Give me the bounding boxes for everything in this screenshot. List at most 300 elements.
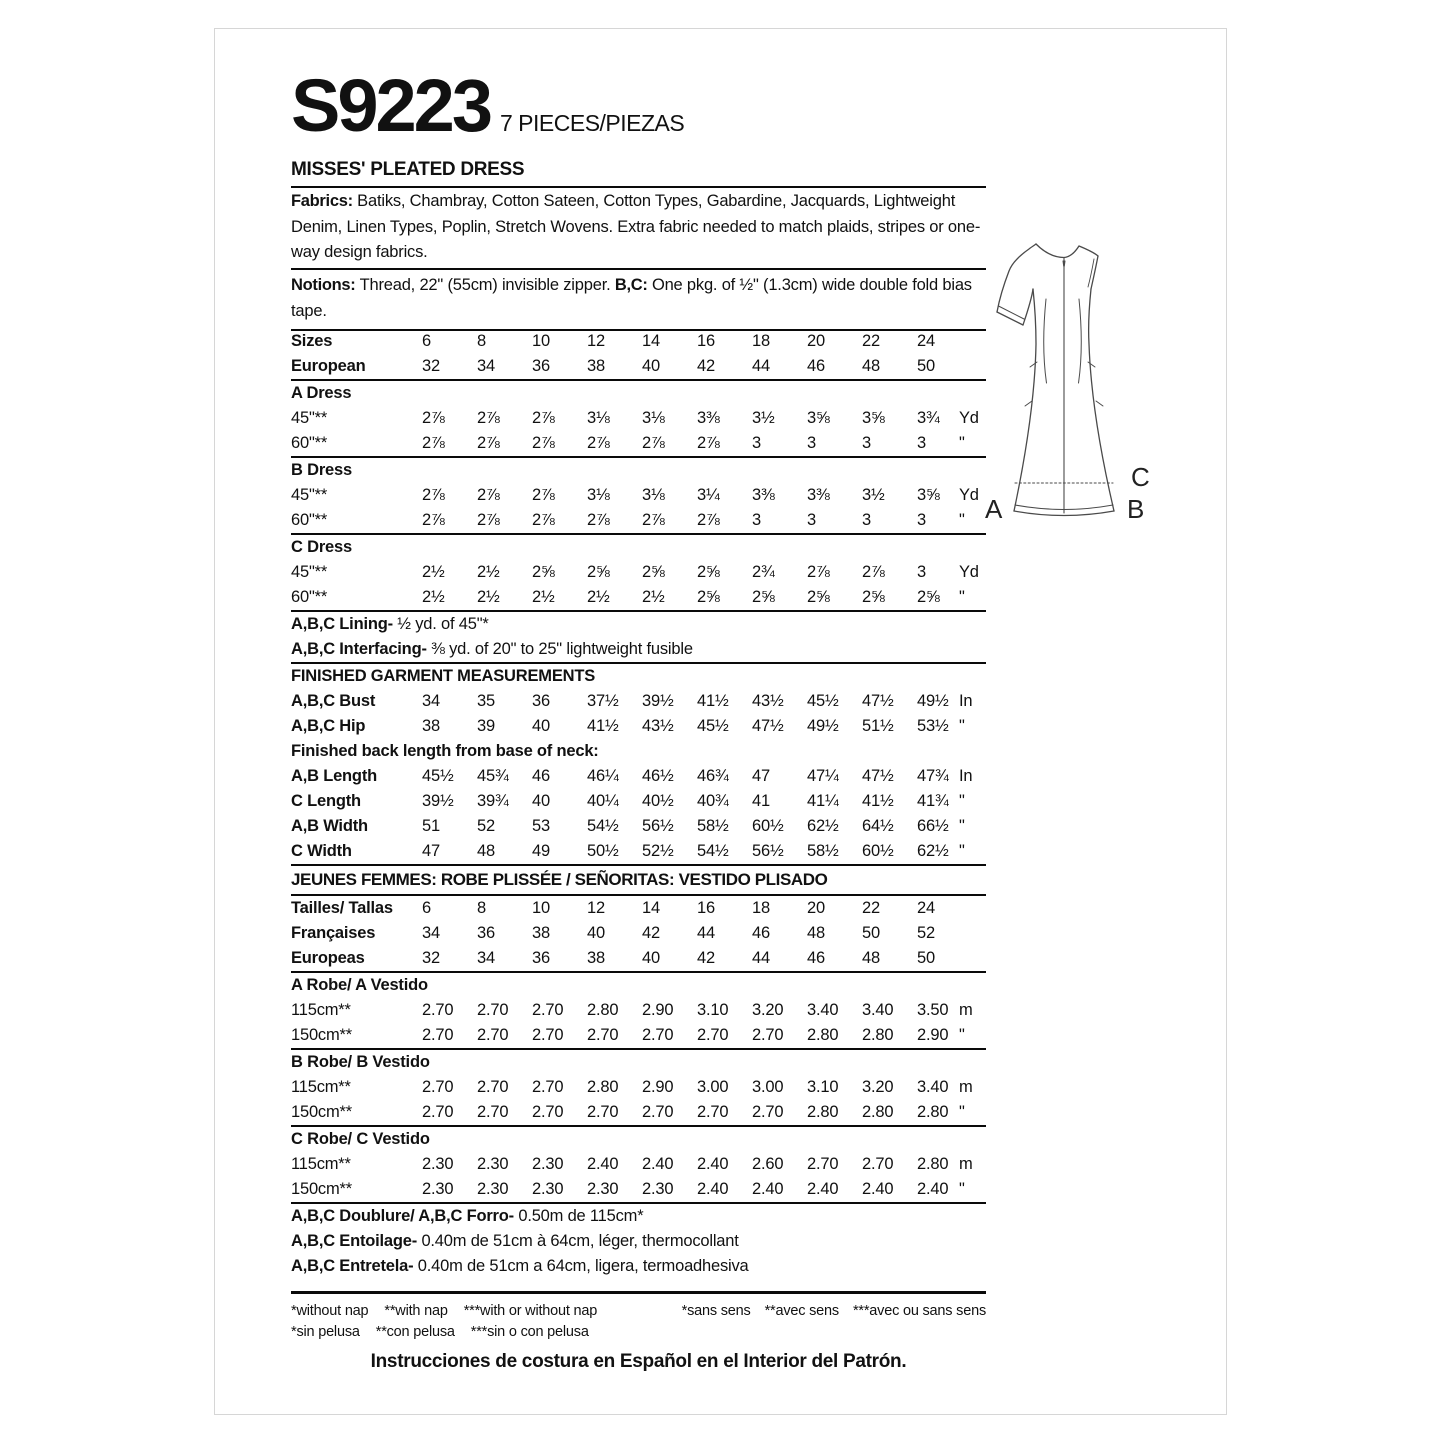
value-cell: 34 (477, 357, 495, 375)
unit-cell (959, 329, 986, 354)
table-row (291, 329, 986, 354)
value-cell: 51 (422, 817, 440, 835)
pattern-number: S9223 (291, 64, 490, 147)
value-cell: 2.30 (477, 1180, 509, 1198)
value-cell: 2⅞ (587, 511, 610, 529)
value-cell: 2.70 (587, 1026, 619, 1044)
value-cell: 42 (697, 357, 715, 375)
table-row (291, 972, 986, 998)
value-cell: 2⅝ (642, 563, 665, 581)
value-cell: 6 (422, 332, 431, 350)
value-cell: 47½ (752, 717, 784, 735)
section-label: A Robe/ A Vestido (291, 972, 986, 998)
value-cell: 2⅞ (422, 486, 445, 504)
row-label: 150cm** (291, 1103, 352, 1121)
value-cell: 18 (752, 332, 770, 350)
value-cell: 36 (532, 949, 550, 967)
row-label: C Length (291, 792, 361, 810)
value-cell: 2⅝ (697, 563, 720, 581)
value-cell: 40 (532, 717, 550, 735)
footnote: ***avec ou sans sens (852, 1303, 986, 1319)
value-cell: 3⅝ (862, 409, 885, 427)
value-cell: 51½ (862, 717, 894, 735)
value-cell: 45¾ (477, 767, 509, 785)
value-cell: 36 (477, 924, 495, 942)
value-cell: 14 (642, 332, 660, 350)
value-cell: 2⅞ (422, 434, 445, 452)
table-row (291, 406, 986, 431)
fabrics-paragraph (291, 189, 986, 270)
row-label: C Width (291, 842, 352, 860)
value-cell: 2.70 (752, 1026, 784, 1044)
value-cell: 3½ (862, 486, 885, 504)
fabrics-label: Fabrics: (291, 192, 353, 210)
unit-cell: " (959, 511, 965, 529)
value-cell: 46 (752, 924, 770, 942)
dress-left-sleeve-hem (997, 312, 1023, 325)
table-row (291, 998, 986, 1023)
notions-paragraph (291, 273, 986, 331)
row-label: A,B Width (291, 817, 368, 835)
table-row (291, 714, 986, 739)
row-label: 115cm** (291, 1155, 351, 1173)
value-cell: 2.30 (477, 1155, 509, 1173)
value-cell: 46 (807, 949, 825, 967)
footnote: **avec sens (764, 1303, 839, 1319)
value-cell: 41¾ (917, 792, 949, 810)
value-cell: 2⅝ (752, 588, 775, 606)
value-cell: 56½ (752, 842, 784, 860)
dress-right-shoulder-seam (1079, 246, 1098, 256)
table-row (291, 1229, 986, 1254)
value-cell: 39 (477, 717, 495, 735)
value-cell: 20 (807, 899, 825, 917)
value-cell: 38 (532, 924, 550, 942)
view-label-a: A (985, 494, 1003, 524)
value-cell: 2⅝ (697, 588, 720, 606)
row-label: 60"** (291, 588, 328, 606)
value-cell: 2.80 (917, 1103, 949, 1121)
value-cell: 2⅞ (477, 486, 500, 504)
value-cell: 40 (587, 924, 605, 942)
value-cell: 2.30 (422, 1155, 454, 1173)
table-row (291, 354, 986, 380)
value-cell: 2.70 (532, 1026, 564, 1044)
unit-cell (959, 946, 986, 972)
dress-left-dart (1044, 299, 1047, 383)
value-cell: 2⅝ (862, 588, 885, 606)
row-label: 60"** (291, 434, 328, 452)
value-cell: 3.40 (862, 1001, 894, 1019)
value-cell: 64½ (862, 817, 894, 835)
value-cell: 3⅛ (587, 486, 610, 504)
value-cell: 2⅞ (532, 409, 555, 427)
unit-cell: " (959, 792, 965, 810)
value-cell: 3.10 (807, 1078, 839, 1096)
value-cell: 2.30 (642, 1180, 674, 1198)
value-cell: 48 (862, 357, 880, 375)
value-cell: 2.90 (642, 1078, 674, 1096)
unit-cell: m (959, 1155, 973, 1173)
value-cell: 2.70 (532, 1001, 564, 1019)
footnotes-french (682, 1301, 986, 1343)
value-cell: 62½ (917, 842, 949, 860)
value-cell: 53½ (917, 717, 949, 735)
value-cell: 39½ (422, 792, 454, 810)
value-cell: 47¾ (917, 767, 949, 785)
unit-cell: In (959, 692, 973, 710)
row-label: 150cm** (291, 1180, 352, 1198)
dress-neckline (1036, 244, 1079, 258)
section-label: B Dress (291, 457, 986, 483)
value-cell: 36 (532, 357, 550, 375)
value-cell: 50 (917, 357, 935, 375)
value-cell: 42 (697, 949, 715, 967)
page-title: MISSES' PLEATED DRESS (291, 159, 986, 188)
notions-bc-label: B,C: (614, 276, 648, 294)
value-cell: 38 (422, 717, 440, 735)
table-row (291, 1100, 986, 1126)
footnote: **con pelusa (375, 1324, 455, 1340)
value-cell: 42 (642, 924, 660, 942)
value-cell: 47 (422, 842, 440, 860)
table-row (291, 1075, 986, 1100)
table-row (291, 1254, 986, 1279)
table-row (291, 585, 986, 611)
value-cell: 2⅞ (532, 511, 555, 529)
value-cell: 3 (752, 434, 761, 452)
table-row (291, 689, 986, 714)
value-cell: 2.70 (422, 1078, 454, 1096)
value-cell: 3⅛ (642, 409, 665, 427)
table-row (291, 483, 986, 508)
dress-right-side-seam (1089, 289, 1114, 511)
value-cell: 40 (642, 949, 660, 967)
value-cell: 2½ (587, 588, 610, 606)
table-row (291, 380, 986, 406)
seam-notch (1025, 401, 1032, 406)
unit-cell: " (959, 817, 965, 835)
value-cell: 3 (807, 434, 816, 452)
value-cell: 2.40 (917, 1180, 949, 1198)
notions-text-1: Thread, 22" (55cm) invisible zipper. (355, 276, 615, 294)
value-cell: 3.10 (697, 1001, 729, 1019)
value-cell: 2.90 (917, 1026, 949, 1044)
table-row (291, 814, 986, 839)
value-cell: 2½ (422, 563, 445, 581)
table-row (291, 663, 986, 689)
table-row (291, 1177, 986, 1203)
value-cell: 45½ (697, 717, 729, 735)
value-cell: 44 (752, 357, 770, 375)
value-cell: 50 (917, 949, 935, 967)
value-cell: 46½ (642, 767, 674, 785)
value-cell: 2.80 (862, 1026, 894, 1044)
dress-right-armhole (1091, 256, 1098, 289)
dress-left-sleeve-hemline (999, 306, 1025, 319)
table-row (291, 534, 986, 560)
row-label: 45"** (291, 409, 328, 427)
value-cell: 3 (807, 511, 816, 529)
table-row (291, 764, 986, 789)
value-cell: 52 (917, 924, 935, 942)
value-cell: 58½ (697, 817, 729, 835)
value-cell: 2½ (477, 563, 500, 581)
value-cell: 2⅞ (807, 563, 830, 581)
row-label: 115cm** (291, 1001, 351, 1019)
value-cell: 3 (862, 511, 871, 529)
table-row (291, 839, 986, 865)
unit-cell: " (959, 1026, 965, 1044)
value-cell: 2.80 (917, 1155, 949, 1173)
value-cell: 10 (532, 899, 550, 917)
value-cell: 45½ (807, 692, 839, 710)
value-cell: 49½ (807, 717, 839, 735)
value-cell: 52 (477, 817, 495, 835)
value-cell: 49½ (917, 692, 949, 710)
footnote: ***with or without nap (463, 1303, 598, 1319)
table-row (291, 1126, 986, 1152)
value-cell: 6 (422, 899, 431, 917)
section-label: B Robe/ B Vestido (291, 1049, 986, 1075)
value-cell: 8 (477, 899, 486, 917)
table-row (291, 1023, 986, 1049)
value-cell: 3.40 (917, 1078, 949, 1096)
unit-cell (959, 895, 986, 921)
value-cell: 36 (532, 692, 550, 710)
table-row (291, 1203, 986, 1229)
header-block (291, 64, 986, 147)
value-cell: 3⅜ (752, 486, 775, 504)
value-cell: 44 (697, 924, 715, 942)
section-label: FINISHED GARMENT MEASUREMENTS (291, 663, 986, 689)
value-cell: 3 (862, 434, 871, 452)
value-cell: 2.40 (752, 1180, 784, 1198)
value-cell: 43½ (752, 692, 784, 710)
value-cell: 46 (532, 767, 550, 785)
value-cell: 2⅞ (477, 409, 500, 427)
value-cell: 3 (917, 563, 926, 581)
value-cell: 3¼ (697, 486, 720, 504)
unit-cell: m (959, 1078, 973, 1096)
value-cell: 41 (752, 792, 770, 810)
value-cell: 40¾ (697, 792, 729, 810)
footnote: *sin pelusa (291, 1324, 360, 1340)
value-cell: 41¼ (807, 792, 839, 810)
value-cell: 20 (807, 332, 825, 350)
footnote-line-es (291, 1322, 613, 1343)
dress-back-illustration (985, 214, 1149, 544)
value-cell: 2.90 (642, 1001, 674, 1019)
value-cell: 3.50 (917, 1001, 949, 1019)
yardage-measurement-table (291, 329, 986, 1279)
seam-notch (1088, 362, 1095, 367)
value-cell: 60½ (862, 842, 894, 860)
value-cell: 46 (807, 357, 825, 375)
value-cell: 38 (587, 949, 605, 967)
value-cell: 3.40 (807, 1001, 839, 1019)
value-cell: 60½ (752, 817, 784, 835)
value-cell: 2.70 (697, 1103, 729, 1121)
value-cell: 2.70 (697, 1026, 729, 1044)
value-cell: 3.20 (752, 1001, 784, 1019)
footnote: **with nap (384, 1303, 448, 1319)
seam-notch (1030, 362, 1037, 367)
value-cell: 16 (697, 899, 715, 917)
value-cell: 2½ (422, 588, 445, 606)
row-label: 150cm** (291, 1026, 352, 1044)
value-cell: 50½ (587, 842, 619, 860)
value-cell: 3.00 (697, 1078, 729, 1096)
unit-cell: " (959, 1180, 965, 1198)
section-label: Finished back length from base of neck: (291, 742, 599, 760)
value-cell: 2⅞ (642, 434, 665, 452)
footnotes-block (291, 1291, 986, 1343)
value-cell: 56½ (642, 817, 674, 835)
value-cell: 2.40 (807, 1180, 839, 1198)
notions-text-2: One pkg. of ½" (1.3cm) wide double fold bias tape. (291, 276, 972, 320)
value-cell: 18 (752, 899, 770, 917)
value-cell: 41½ (587, 717, 619, 735)
row-label: A,B Length (291, 767, 377, 785)
view-label-b: B (1127, 494, 1145, 524)
value-cell: 2.70 (532, 1103, 564, 1121)
value-cell: 14 (642, 899, 660, 917)
mixed-text-row: A,B,C Interfacing- ⅜ yd. of 20" to 25" lightweight fusible (291, 640, 693, 658)
value-cell: 3 (917, 511, 926, 529)
value-cell: 2.70 (422, 1001, 454, 1019)
value-cell: 52½ (642, 842, 674, 860)
value-cell: 2.80 (587, 1001, 619, 1019)
value-cell: 2⅝ (587, 563, 610, 581)
row-label: Françaises (291, 924, 376, 942)
unit-cell: Yd (959, 563, 979, 581)
value-cell: 2.80 (807, 1026, 839, 1044)
dress-right-armhole-facing (1088, 259, 1094, 287)
table-row (291, 637, 986, 663)
fabrics-text: Batiks, Chambray, Cotton Sateen, Cotton Types, Gabardine, Jacquards, Lightweight Denim, Linen Types, Poplin, Stretch Wovens. Extra fabric needed to match plaids, stripes or one-way design fabrics. (291, 192, 981, 261)
value-cell: 47 (752, 767, 770, 785)
value-cell: 2⅞ (422, 511, 445, 529)
value-cell: 2.70 (587, 1103, 619, 1121)
value-cell: 2.60 (752, 1155, 784, 1173)
value-cell: 40 (532, 792, 550, 810)
value-cell: 2⅝ (807, 588, 830, 606)
value-cell: 2⅞ (587, 434, 610, 452)
value-cell: 3.00 (752, 1078, 784, 1096)
value-cell: 3.20 (862, 1078, 894, 1096)
value-cell: 2.70 (532, 1078, 564, 1096)
value-cell: 48 (477, 842, 495, 860)
value-cell: 2.70 (642, 1103, 674, 1121)
table-row (291, 457, 986, 483)
value-cell: 2.70 (422, 1103, 454, 1121)
value-cell: 2.70 (477, 1001, 509, 1019)
pieces-count: 7 PIECES/PIEZAS (499, 110, 685, 136)
value-cell: 3 (752, 511, 761, 529)
seam-notch (1096, 401, 1103, 406)
table-row (291, 789, 986, 814)
unit-cell: Yd (959, 486, 979, 504)
value-cell: 39½ (642, 692, 674, 710)
row-label: Sizes (291, 332, 333, 350)
mixed-text-row: A,B,C Doublure/ A,B,C Forro- 0.50m de 115cm* (291, 1203, 986, 1229)
value-cell: 40½ (642, 792, 674, 810)
value-cell: 34 (422, 924, 440, 942)
table-row (291, 508, 986, 534)
value-cell: 35 (477, 692, 495, 710)
value-cell: 3½ (752, 409, 775, 427)
value-cell: 40¼ (587, 792, 619, 810)
mixed-text-row: A,B,C Lining- ½ yd. of 45"* (291, 611, 986, 637)
value-cell: 2.70 (477, 1026, 509, 1044)
value-cell: 37½ (587, 692, 619, 710)
value-cell: 2⅞ (642, 511, 665, 529)
value-cell: 2.70 (807, 1155, 839, 1173)
value-cell: 66½ (917, 817, 949, 835)
value-cell: 2.70 (752, 1103, 784, 1121)
section-label: C Robe/ C Vestido (291, 1126, 986, 1152)
footnotes-english-spanish (291, 1301, 613, 1343)
value-cell: 49 (532, 842, 550, 860)
value-cell: 2⅞ (532, 434, 555, 452)
view-label-c: C (1131, 462, 1150, 492)
row-label: 45"** (291, 563, 328, 581)
unit-cell: " (959, 434, 965, 452)
value-cell: 34 (477, 949, 495, 967)
value-cell: 22 (862, 332, 880, 350)
section-label: C Dress (291, 534, 986, 560)
value-cell: 2.70 (477, 1078, 509, 1096)
value-cell: 2.30 (422, 1180, 454, 1198)
row-label: A,B,C Hip (291, 717, 366, 735)
unit-cell: m (959, 1001, 973, 1019)
value-cell: 46¼ (587, 767, 619, 785)
table-row (291, 560, 986, 585)
value-cell: 34 (422, 692, 440, 710)
value-cell: 2.70 (642, 1026, 674, 1044)
value-cell: 2.30 (587, 1180, 619, 1198)
table-row (291, 739, 986, 764)
footnote-line-en (291, 1301, 613, 1322)
table-row (291, 1049, 986, 1075)
dress-right-dart (1079, 299, 1082, 383)
notions-label: Notions: (291, 276, 356, 294)
value-cell: 46¾ (697, 767, 729, 785)
value-cell: 41½ (697, 692, 729, 710)
unit-cell: Yd (959, 409, 979, 427)
row-label: A,B,C Bust (291, 692, 376, 710)
value-cell: 2¾ (752, 563, 775, 581)
row-label: Tailles/ Tallas (291, 899, 393, 917)
value-cell: 2.70 (477, 1103, 509, 1121)
value-cell: 3⅛ (642, 486, 665, 504)
value-cell: 2.70 (422, 1026, 454, 1044)
value-cell: 40 (642, 357, 660, 375)
value-cell: 2⅝ (532, 563, 555, 581)
value-cell: 3⅛ (587, 409, 610, 427)
value-cell: 47½ (862, 692, 894, 710)
value-cell: 22 (862, 899, 880, 917)
row-label: 45"** (291, 486, 328, 504)
value-cell: 2⅞ (862, 563, 885, 581)
value-cell: 54½ (697, 842, 729, 860)
value-cell: 47¼ (807, 767, 839, 785)
value-cell: 39¾ (477, 792, 509, 810)
table-row (291, 946, 986, 972)
dress-left-underarm (1023, 289, 1033, 325)
footnote: *sans sens (681, 1303, 751, 1319)
